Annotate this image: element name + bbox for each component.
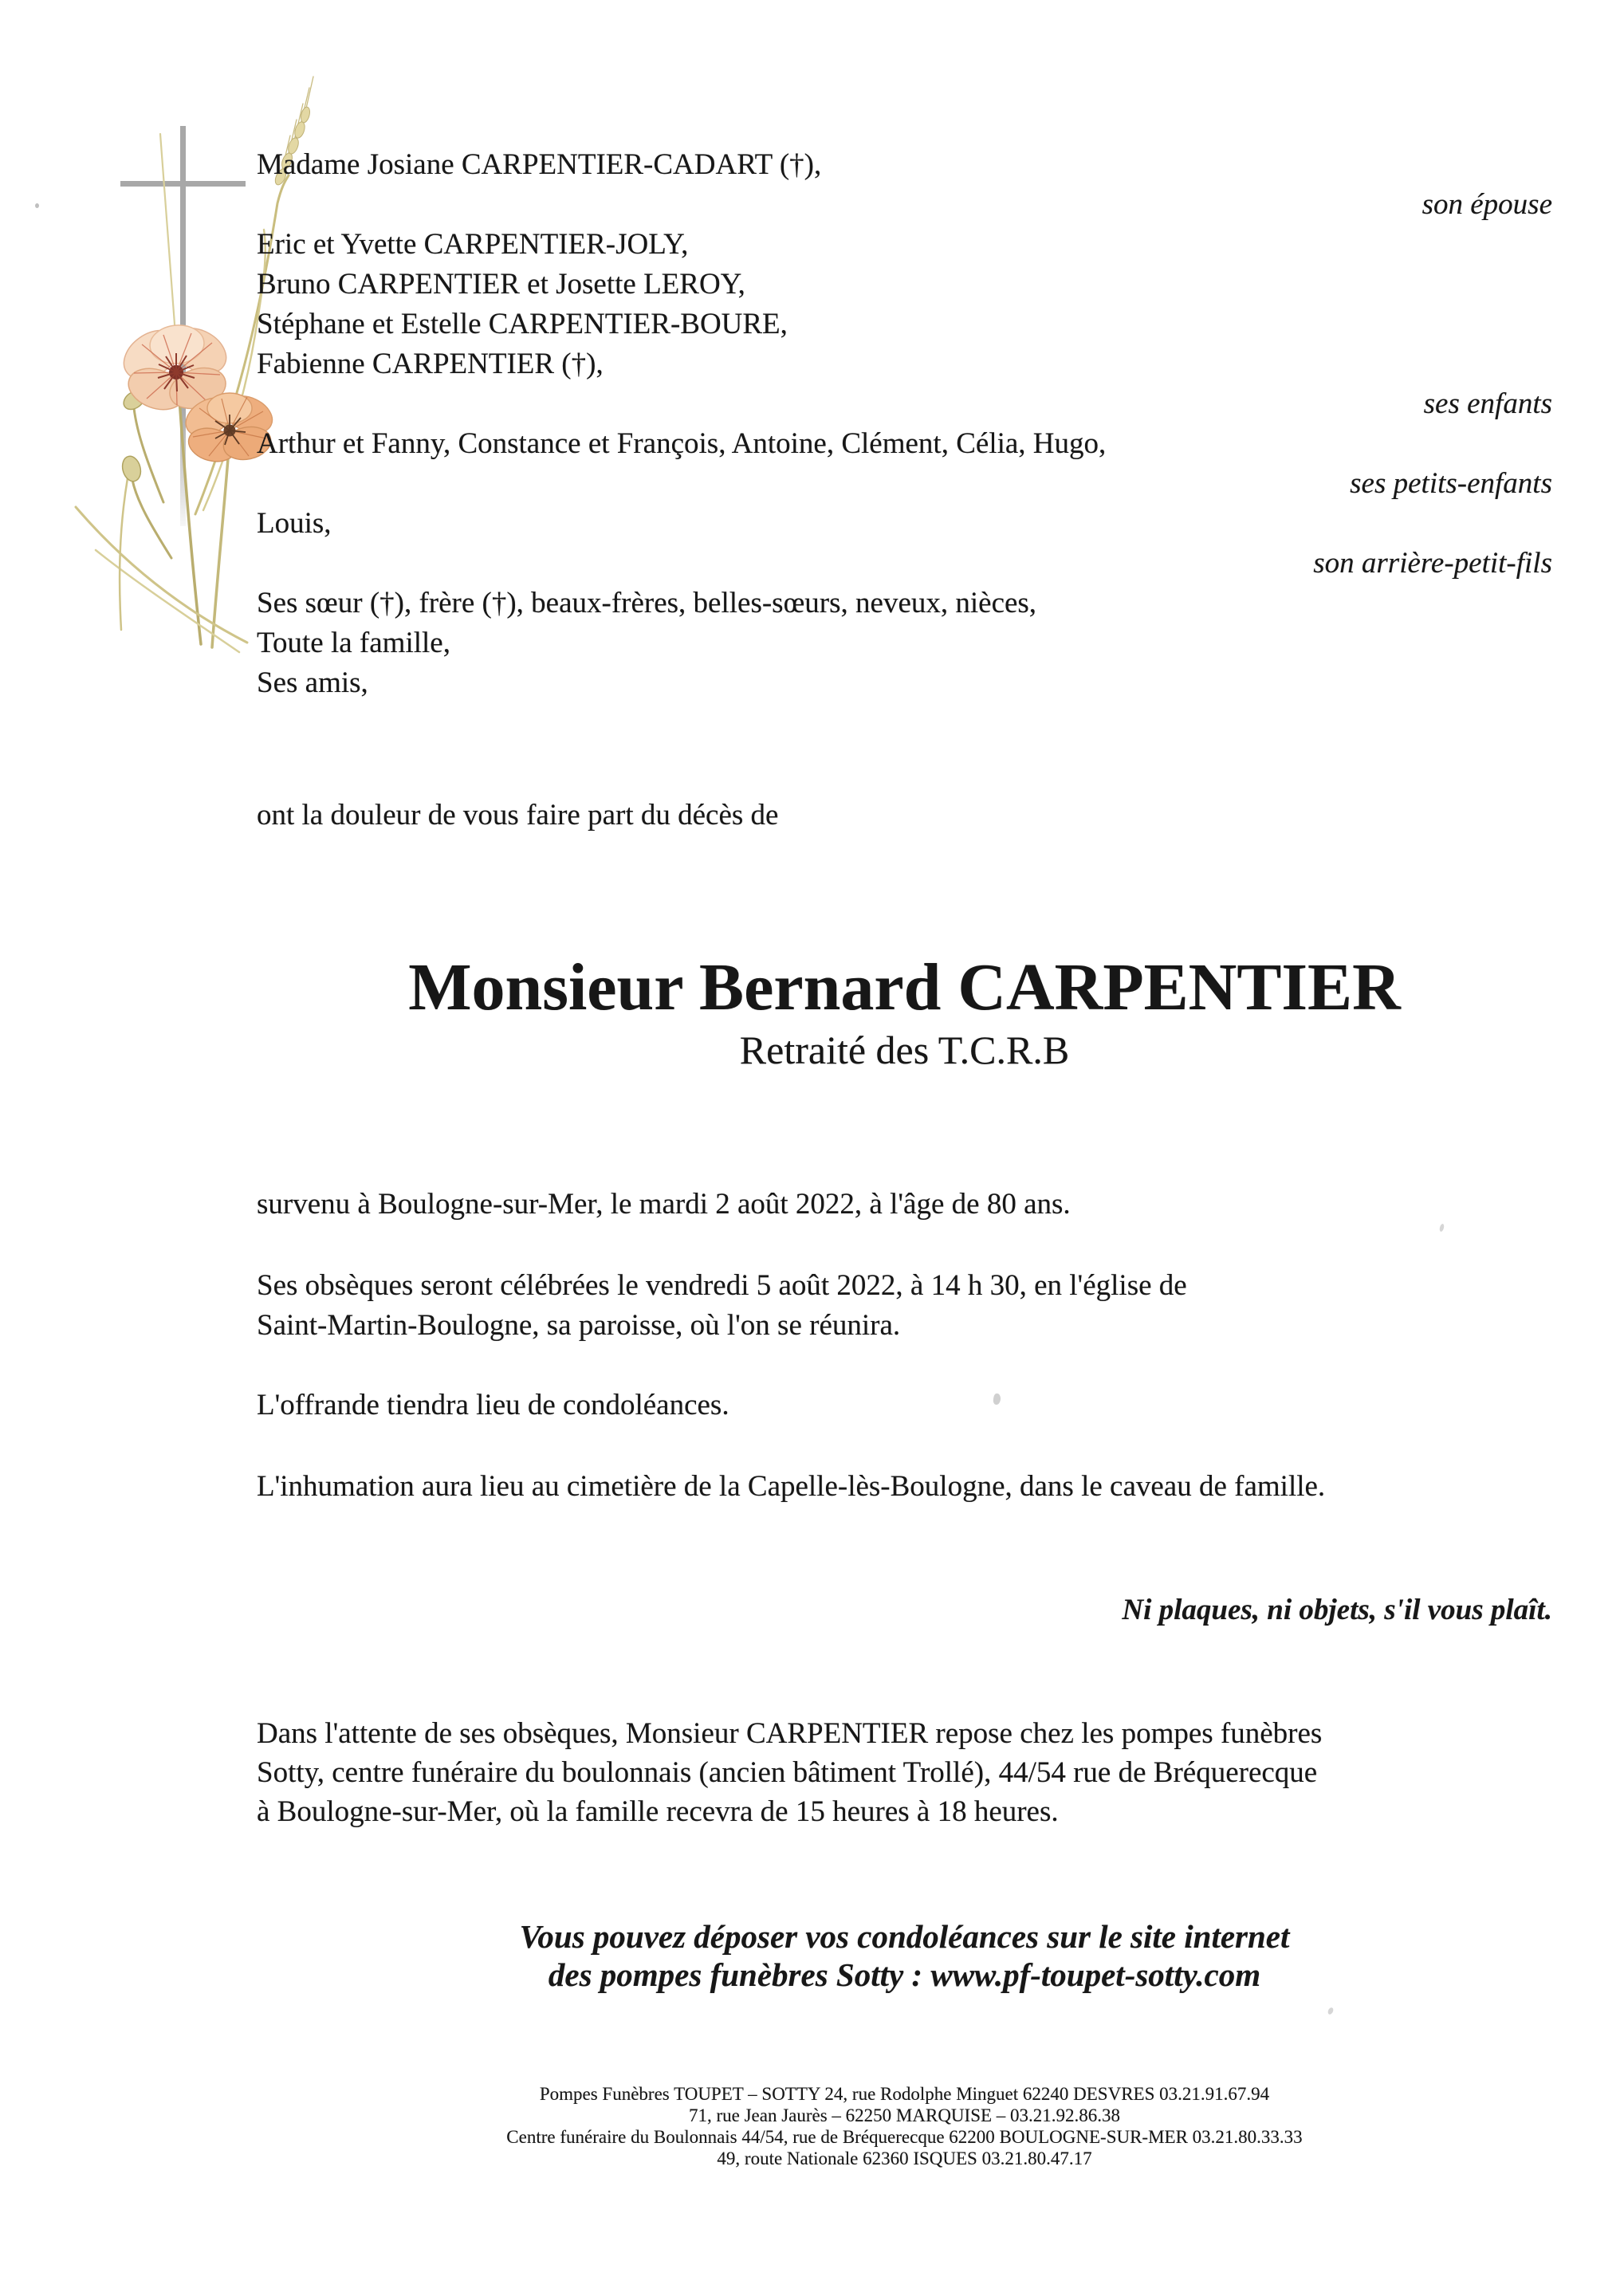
repose-line: à Boulogne-sur-Mer, où la famille recevra de 15 heures à 18 heures. <box>257 1795 1059 1828</box>
online-condolences-website-line: des pompes funèbres Sotty : www.pf-toupet-sotty.com <box>548 1956 1261 1993</box>
family-member-line: Stéphane et Estelle CARPENTIER-BOURE, <box>257 308 788 340</box>
footer-address-line: Centre funéraire du Boulonnais 44/54, rue de Bréquerecque 62200 BOULOGNE-SUR-MER 03.21.80.33.33 <box>506 2127 1303 2147</box>
relationship-label-spouse: son épouse <box>1421 188 1552 221</box>
relationship-label-grandchildren: ses petits-enfants <box>1350 467 1552 500</box>
ceremony-details-section <box>257 1266 1552 1346</box>
family-member-line: Fabienne CARPENTIER (†), <box>257 348 604 380</box>
family-member-line: Ses sœur (†), frère (†), beaux-frères, belles-sœurs, neveux, nièces, <box>257 587 1037 619</box>
repose-line: Sotty, centre funéraire du boulonnais (ancien bâtiment Trollé), 44/54 rue de Bréquerecque <box>257 1756 1318 1789</box>
no-plaques-request: Ni plaques, ni objets, s'il vous plaît. <box>1122 1594 1552 1626</box>
ceremony-line: Saint-Martin-Boulogne, sa paroisse, où l'on se réunira. <box>257 1309 901 1342</box>
scan-speck <box>1439 1224 1445 1233</box>
request-section <box>257 1590 1552 1630</box>
deceased-title-section <box>257 950 1552 1024</box>
offering-line: L'offrande tiendra lieu de condoléances. <box>257 1389 729 1421</box>
family-member-line: Madame Josiane CARPENTIER-CADART (†), <box>257 148 822 181</box>
family-member-line: Toute la famille, <box>257 627 450 659</box>
deceased-occupation: Retraité des T.C.R.B <box>739 1028 1070 1072</box>
ceremony-line: Ses obsèques seront célébrées le vendredi 5 août 2022, à 14 h 30, en l'église de <box>257 1269 1187 1302</box>
deceased-subtitle-section <box>257 1030 1552 1070</box>
death-details-section <box>257 1185 1552 1225</box>
relationship-label-great-grandson: son arrière-petit-fils <box>1313 547 1552 580</box>
footer-address-line: Pompes Funèbres TOUPET – SOTTY 24, rue Rodolphe Minguet 62240 DESVRES 03.21.91.67.94 <box>539 2084 1270 2104</box>
family-section <box>257 145 1552 703</box>
relationship-label-children: ses enfants <box>1423 387 1552 420</box>
intro-line: ont la douleur de vous faire part du décès de <box>257 799 779 832</box>
deceased-name-title: Monsieur Bernard CARPENTIER <box>408 950 1401 1024</box>
family-member-line: Bruno CARPENTIER et Josette LEROY, <box>257 268 745 301</box>
footer-address-line: 71, rue Jean Jaurès – 62250 MARQUISE – 03.21.92.86.38 <box>688 2105 1121 2125</box>
funeral-home-footer <box>257 2083 1552 2169</box>
family-member-line: Eric et Yvette CARPENTIER-JOLY, <box>257 228 689 261</box>
online-condolences-section <box>257 1917 1552 1994</box>
footer-address-line: 49, route Nationale 62360 ISQUES 03.21.80.47.17 <box>717 2149 1092 2168</box>
family-member-line: Ses amis, <box>257 666 368 699</box>
burial-section <box>257 1467 1552 1507</box>
family-member-line: Louis, <box>257 507 332 540</box>
death-details-line: survenu à Boulogne-sur-Mer, le mardi 2 août 2022, à l'âge de 80 ans. <box>257 1188 1071 1221</box>
announcement-intro <box>257 796 1552 835</box>
scan-speck <box>35 203 39 208</box>
offering-section <box>257 1386 1552 1425</box>
burial-line: L'inhumation aura lieu au cimetière de la Capelle-lès-Boulogne, dans le caveau de famille. <box>257 1470 1326 1503</box>
online-condolences-line: Vous pouvez déposer vos condoléances sur le site internet <box>519 1918 1290 1955</box>
repose-line: Dans l'attente de ses obsèques, Monsieur CARPENTIER repose chez les pompes funèbres <box>257 1717 1323 1750</box>
family-member-line: Arthur et Fanny, Constance et François, Antoine, Clément, Célia, Hugo, <box>257 427 1107 460</box>
repose-section <box>257 1714 1552 1831</box>
scan-speck <box>1327 2007 1334 2015</box>
